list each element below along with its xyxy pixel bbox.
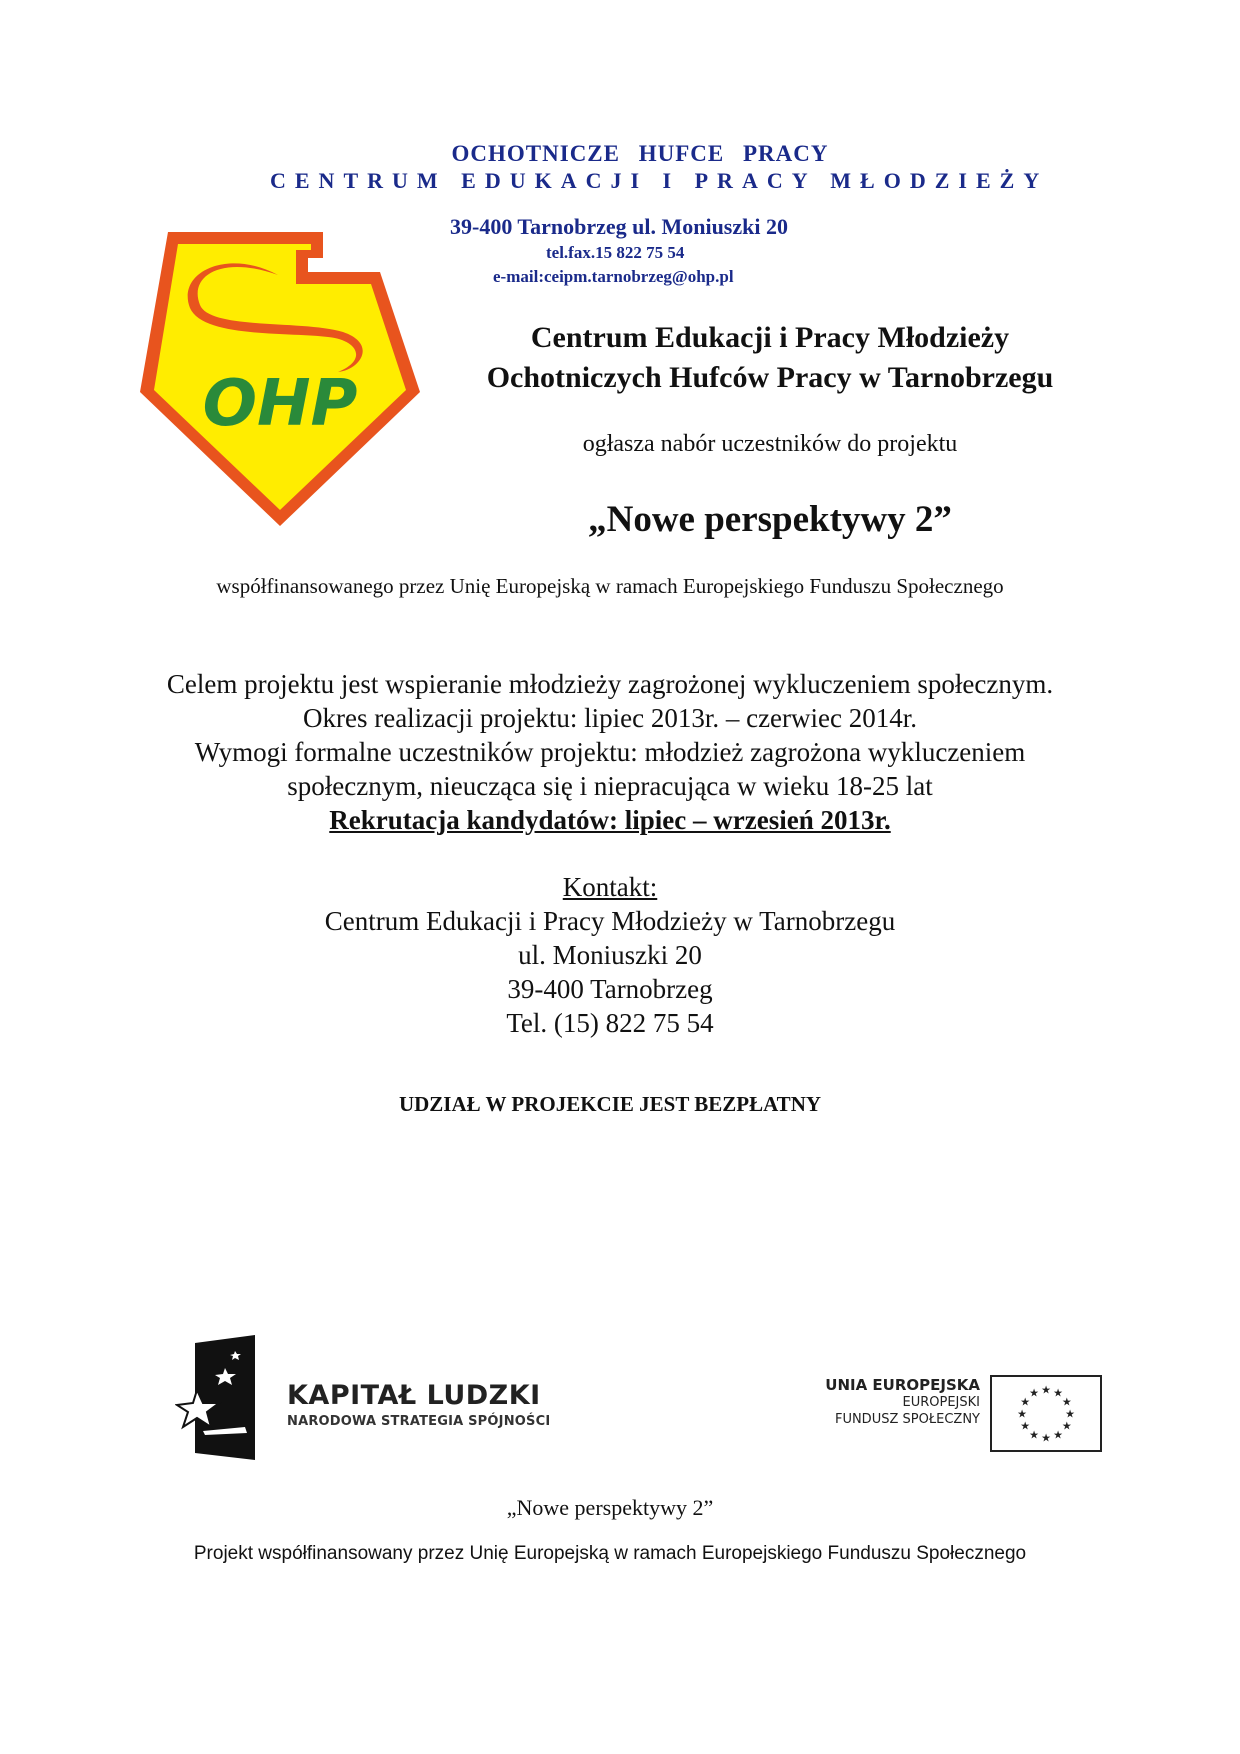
project-description	[0, 667, 1220, 837]
contact-label: Kontakt:	[562, 872, 658, 902]
ohp-logo-text: OHP	[202, 367, 358, 441]
kl-subtitle: NARODOWA STRATEGIA SPÓJNOŚCI	[287, 1414, 551, 1429]
center-title	[440, 318, 1100, 398]
contact-street: ul. Moniuszki 20	[518, 940, 702, 970]
eu-star-icon: ★	[1053, 1386, 1063, 1400]
eu-flag-icon	[990, 1375, 1102, 1452]
address: 39-400 Tarnobrzeg ul. Moniuszki 20	[450, 214, 788, 239]
eu-star-icon: ★	[1020, 1395, 1031, 1409]
center-title-line1: Centrum Edukacji i Pracy Młodzieży	[530, 321, 1010, 354]
eu-star-icon: ★	[1041, 1383, 1051, 1397]
free-notice: UDZIAŁ W PROJEKCIE JEST BEZPŁATNY	[398, 1092, 822, 1116]
eu-star-icon: ★	[1029, 1428, 1039, 1442]
cofinanced-text: współfinansowanego przez Unię Europejską w ramach Europejskiego Funduszu Społecznego	[216, 574, 1004, 598]
org-name: OCHOTNICZE HUFCE PRACY	[451, 141, 829, 166]
description-line-2: Okres realizacji projektu: lipiec 2013r. – czerwiec 2014r.	[302, 703, 917, 733]
project-name: „Nowe perspektywy 2”	[588, 499, 952, 540]
footer-cofinanced: Projekt współfinansowany przez Unię Europejską w ramach Europejskiego Funduszu Społecznego	[193, 1543, 1027, 1564]
description-line-1: Celem projektu jest wspieranie młodzieży zagrożonej wykluczeniem społecznym.	[166, 669, 1054, 699]
center-title-line2: Ochotniczych Hufców Pracy w Tarnobrzegu	[486, 361, 1054, 394]
telfax: tel.fax.15 822 75 54	[546, 243, 685, 262]
eu-star-icon: ★	[1061, 1395, 1072, 1409]
contact-phone: Tel. (15) 822 75 54	[506, 1008, 714, 1038]
contact-block	[0, 870, 1220, 1040]
eu-star-icon: ★	[1053, 1428, 1063, 1442]
eu-star-icon: ★	[1020, 1419, 1031, 1433]
eu-star-icon: ★	[1061, 1419, 1072, 1433]
description-line-4: społecznym, nieucząca się i niepracująca w wieku 18-25 lat	[287, 771, 933, 801]
recruitment-line: Rekrutacja kandydatów: lipiec – wrzesień 2013r.	[329, 805, 891, 835]
eu-star-icon: ★	[1041, 1431, 1051, 1445]
eu-star-icon: ★	[1065, 1407, 1075, 1421]
kapital-ludzki-text	[287, 1380, 550, 1429]
kl-title: KAPITAŁ LUDZKI	[287, 1380, 541, 1411]
org-unit: CENTRUM EDUKACJI I PRACY MŁODZIEŻY	[270, 168, 1049, 193]
description-line-3: Wymogi formalne uczestników projektu: młodzież zagrożona wykluczeniem	[194, 737, 1026, 767]
email: e-mail:ceipm.tarnobrzeg@ohp.pl	[493, 267, 734, 286]
ohp-logo	[128, 220, 433, 530]
contact-name: Centrum Edukacji i Pracy Młodzieży w Tarnobrzegu	[324, 906, 896, 936]
eu-star-icon: ★	[1017, 1407, 1027, 1421]
ue-sub-2: FUNDUSZ SPOŁECZNY	[834, 1412, 980, 1427]
kapital-ludzki-logo	[175, 1335, 260, 1460]
ue-sub-1: EUROPEJSKI	[902, 1395, 980, 1410]
announce-text: ogłasza nabór uczestników do projektu	[582, 431, 958, 457]
footer-project-name: „Nowe perspektywy 2”	[506, 1495, 714, 1520]
ue-text	[790, 1376, 980, 1428]
ue-title: UNIA EUROPEJSKA	[825, 1376, 980, 1394]
contact-city: 39-400 Tarnobrzeg	[507, 974, 713, 1004]
eu-star-icon: ★	[1029, 1386, 1039, 1400]
